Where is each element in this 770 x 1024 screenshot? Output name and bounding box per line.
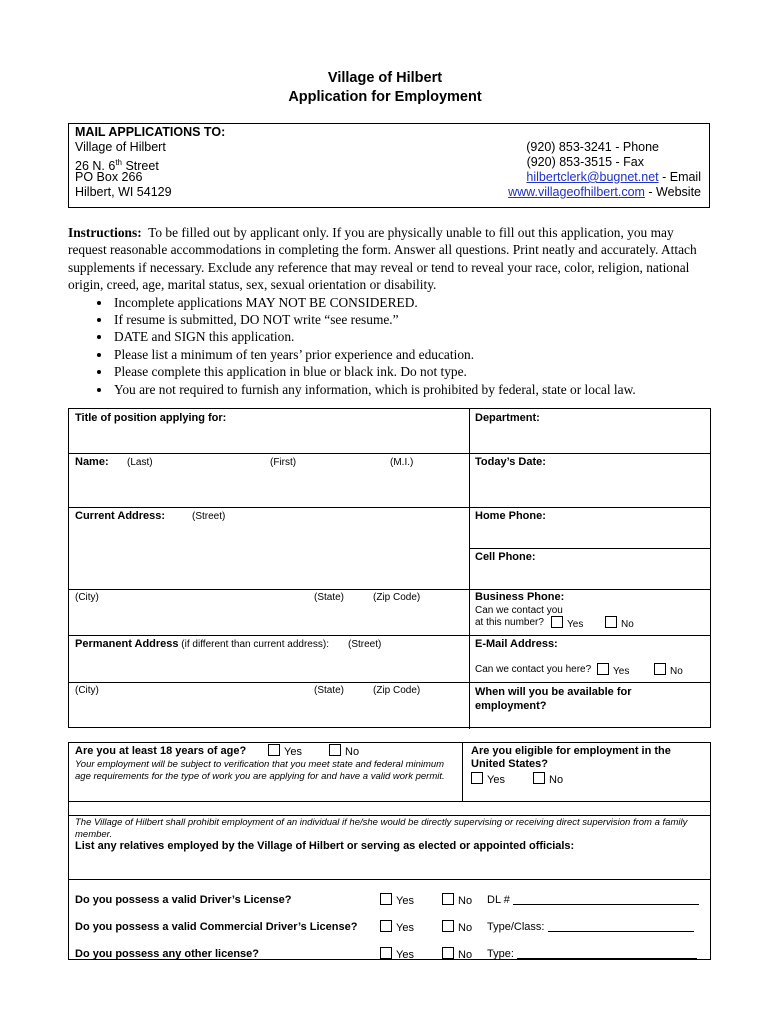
checkbox[interactable]: [597, 663, 609, 675]
state-hint: (State): [314, 592, 345, 603]
bullet-item: • Incomplete applications MAY NOT BE CONSIDERED.: [112, 294, 708, 311]
city-hint: (City): [75, 592, 99, 603]
instructions: [68, 224, 708, 398]
bullet-item: • Please complete this application in blue or black ink. Do not type.: [112, 363, 708, 380]
business-contact-yes[interactable]: Yes: [551, 616, 583, 630]
mail-email: hilbertclerk@bugnet.net - Email: [526, 170, 701, 184]
contact-here-text: Can we contact you here?: [475, 664, 592, 675]
checkbox[interactable]: [442, 893, 454, 905]
business-contact-no[interactable]: No: [605, 616, 634, 630]
age-question: Are you at least 18 years of age?: [75, 745, 247, 757]
business-phone-label: Business Phone:: [475, 591, 565, 603]
bullet-item: • You are not required to furnish any information, which is prohibited by federal, state or local law.: [112, 381, 708, 398]
document-title: Application for Employment: [288, 89, 482, 105]
cdl-yes[interactable]: Yes: [380, 920, 414, 934]
first-name-hint: (First): [270, 457, 297, 468]
website-link[interactable]: www.villageofhilbert.com: [508, 185, 645, 199]
cdl-question: Do you possess a valid Commercial Driver’s License?: [75, 921, 358, 933]
mail-heading: MAIL APPLICATIONS TO:: [75, 125, 226, 139]
checkbox[interactable]: [533, 772, 545, 784]
middle-initial-hint: (M.I.): [390, 457, 414, 468]
checkbox[interactable]: [380, 893, 392, 905]
email-contact-no[interactable]: No: [654, 663, 683, 677]
checkbox[interactable]: [380, 947, 392, 959]
home-phone-label: Home Phone:: [475, 510, 546, 522]
cdl-type-class-field[interactable]: Type/Class:: [487, 921, 694, 933]
checkbox[interactable]: [380, 920, 392, 932]
other-license-question: Do you possess any other license?: [75, 948, 260, 960]
relatives-question: List any relatives employed by the Village of Hilbert or serving as elected or appointed officials:: [75, 840, 575, 852]
current-address-label: Current Address:: [75, 510, 166, 522]
can-contact-text: Can we contact you: [475, 605, 563, 616]
permanent-state-hint: (State): [314, 685, 345, 696]
cdl-no[interactable]: No: [442, 920, 472, 934]
mail-line1: Village of Hilbert: [75, 140, 166, 154]
checkbox[interactable]: [268, 744, 280, 756]
instructions-text: To be filled out by applicant only. If you are physically unable to fill out this application, you may request reasonable accommodations in completing the form. Answer all questions. Print neatly and accurately. Attach supplements if necessary. Exclude any reference that may reveal or tend to reveal your race, color, religion, national origin, creed, age, marital status, sex, sexual orientation or disability.: [68, 225, 697, 293]
bullet-item: • If resume is submitted, DO NOT write “see resume.”: [112, 311, 708, 328]
drivers-license-no[interactable]: No: [442, 893, 472, 907]
mail-pobox: PO Box 266: [75, 170, 143, 184]
mail-city: Hilbert, WI 54129: [75, 185, 172, 199]
applicant-info-table: [68, 408, 711, 728]
at-this-number-text: at this number?: [475, 617, 544, 628]
email-contact-yes[interactable]: Yes: [597, 663, 629, 677]
checkbox[interactable]: [605, 616, 617, 628]
mail-phone: (920) 853-3241 - Phone: [526, 140, 659, 154]
eligibility-table: [68, 742, 711, 960]
mail-applications-box: [68, 123, 710, 208]
todays-date-label: Today’s Date:: [475, 456, 546, 468]
org-title: Village of Hilbert: [327, 70, 443, 86]
last-name-hint: (Last): [127, 457, 153, 468]
name-label: Name:: [75, 456, 109, 468]
age-note: Your employment will be subject to verification that you meet state and federal minimum age requirements for the type of work you are applying for and have a valid work permit.: [75, 759, 445, 782]
zip-hint: (Zip Code): [373, 592, 421, 603]
email-link[interactable]: hilbertclerk@bugnet.net: [526, 170, 659, 184]
permanent-address-label: Permanent Address (if different than current address):: [75, 638, 329, 650]
other-license-no[interactable]: No: [442, 947, 472, 961]
checkbox[interactable]: [654, 663, 666, 675]
permanent-city-hint: (City): [75, 685, 99, 696]
mail-fax: (920) 853-3515 - Fax: [526, 155, 644, 169]
dl-number-field[interactable]: DL #: [487, 894, 699, 906]
cell-phone-label: Cell Phone:: [475, 551, 536, 563]
permanent-zip-hint: (Zip Code): [373, 685, 421, 696]
checkbox[interactable]: [442, 947, 454, 959]
other-license-yes[interactable]: Yes: [380, 947, 414, 961]
us-eligible-yes[interactable]: Yes: [471, 772, 505, 786]
checkbox[interactable]: [442, 920, 454, 932]
instruction-bullets: [68, 294, 708, 398]
us-eligibility-question: Are you eligible for employment in the United States?: [471, 745, 671, 770]
availability-label: When will you be available for employment?: [475, 686, 632, 712]
street-hint: (Street): [192, 511, 226, 522]
checkbox[interactable]: [329, 744, 341, 756]
age-yes[interactable]: Yes: [268, 744, 302, 758]
checkbox[interactable]: [471, 772, 483, 784]
age-no[interactable]: No: [329, 744, 359, 758]
relatives-note: The Village of Hilbert shall prohibit employment of an individual if he/she would be directly supervising or receiving direct supervision from a family member.: [75, 817, 688, 840]
mail-website: www.villageofhilbert.com - Website: [508, 185, 701, 199]
department-label: Department:: [475, 412, 540, 424]
permanent-street-hint: (Street): [348, 639, 382, 650]
instructions-label: Instructions:: [68, 225, 142, 240]
drivers-license-yes[interactable]: Yes: [380, 893, 414, 907]
other-license-type-field[interactable]: Type:: [487, 948, 697, 960]
drivers-license-question: Do you possess a valid Driver’s License?: [75, 894, 292, 906]
email-address-label: E-Mail Address:: [475, 638, 558, 650]
checkbox[interactable]: [551, 616, 563, 628]
bullet-item: • DATE and SIGN this application.: [112, 328, 708, 345]
mail-street: 26 N. 6th Street: [75, 158, 159, 174]
us-eligible-no[interactable]: No: [533, 772, 563, 786]
title-position-label: Title of position applying for:: [75, 412, 227, 424]
bullet-item: • Please list a minimum of ten years’ prior experience and education.: [112, 346, 708, 363]
